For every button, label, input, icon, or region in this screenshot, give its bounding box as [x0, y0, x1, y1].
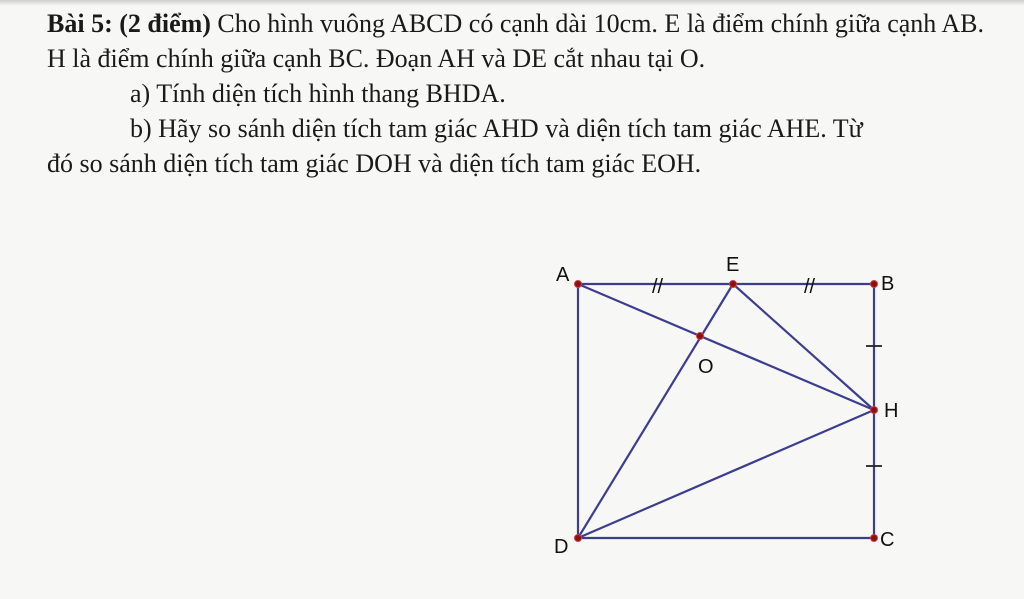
part-b-line1: b) Hãy so sánh diện tích tam giác AHD và diện tích tam giác AHE. Từ [130, 114, 863, 143]
part-a: a) Tính diện tích hình thang BHDA. [130, 79, 506, 108]
point-o [697, 333, 704, 340]
label-b: B [881, 273, 895, 295]
segment-de [578, 284, 733, 538]
point-b [871, 281, 878, 288]
problem-heading: Bài 5: (2 điểm) [47, 9, 211, 38]
label-d: D [554, 536, 569, 558]
segment-eh [733, 284, 874, 410]
point-d [575, 535, 582, 542]
point-a [575, 281, 582, 288]
segment-ah [578, 284, 874, 410]
label-h: H [884, 400, 899, 422]
label-e: E [726, 254, 740, 276]
point-h [871, 407, 878, 414]
label-o: O [698, 356, 714, 378]
segment-dh [578, 410, 874, 538]
part-b-line2: đó so sánh diện tích tam giác DOH và diện tích tam giác EOH. [47, 149, 702, 178]
point-e [730, 281, 737, 288]
problem-intro: Cho hình vuông ABCD có cạnh dài 10cm. E là điểm chính giữa cạnh AB. H là điểm chính giữa cạnh BC. Đoạn AH và DE cắt nhau tại O. [47, 9, 984, 73]
label-c: C [880, 529, 895, 551]
equal-mark-ae: // [652, 276, 664, 298]
label-a: A [556, 264, 570, 286]
equal-mark-eb: // [804, 276, 816, 298]
point-c [871, 535, 878, 542]
